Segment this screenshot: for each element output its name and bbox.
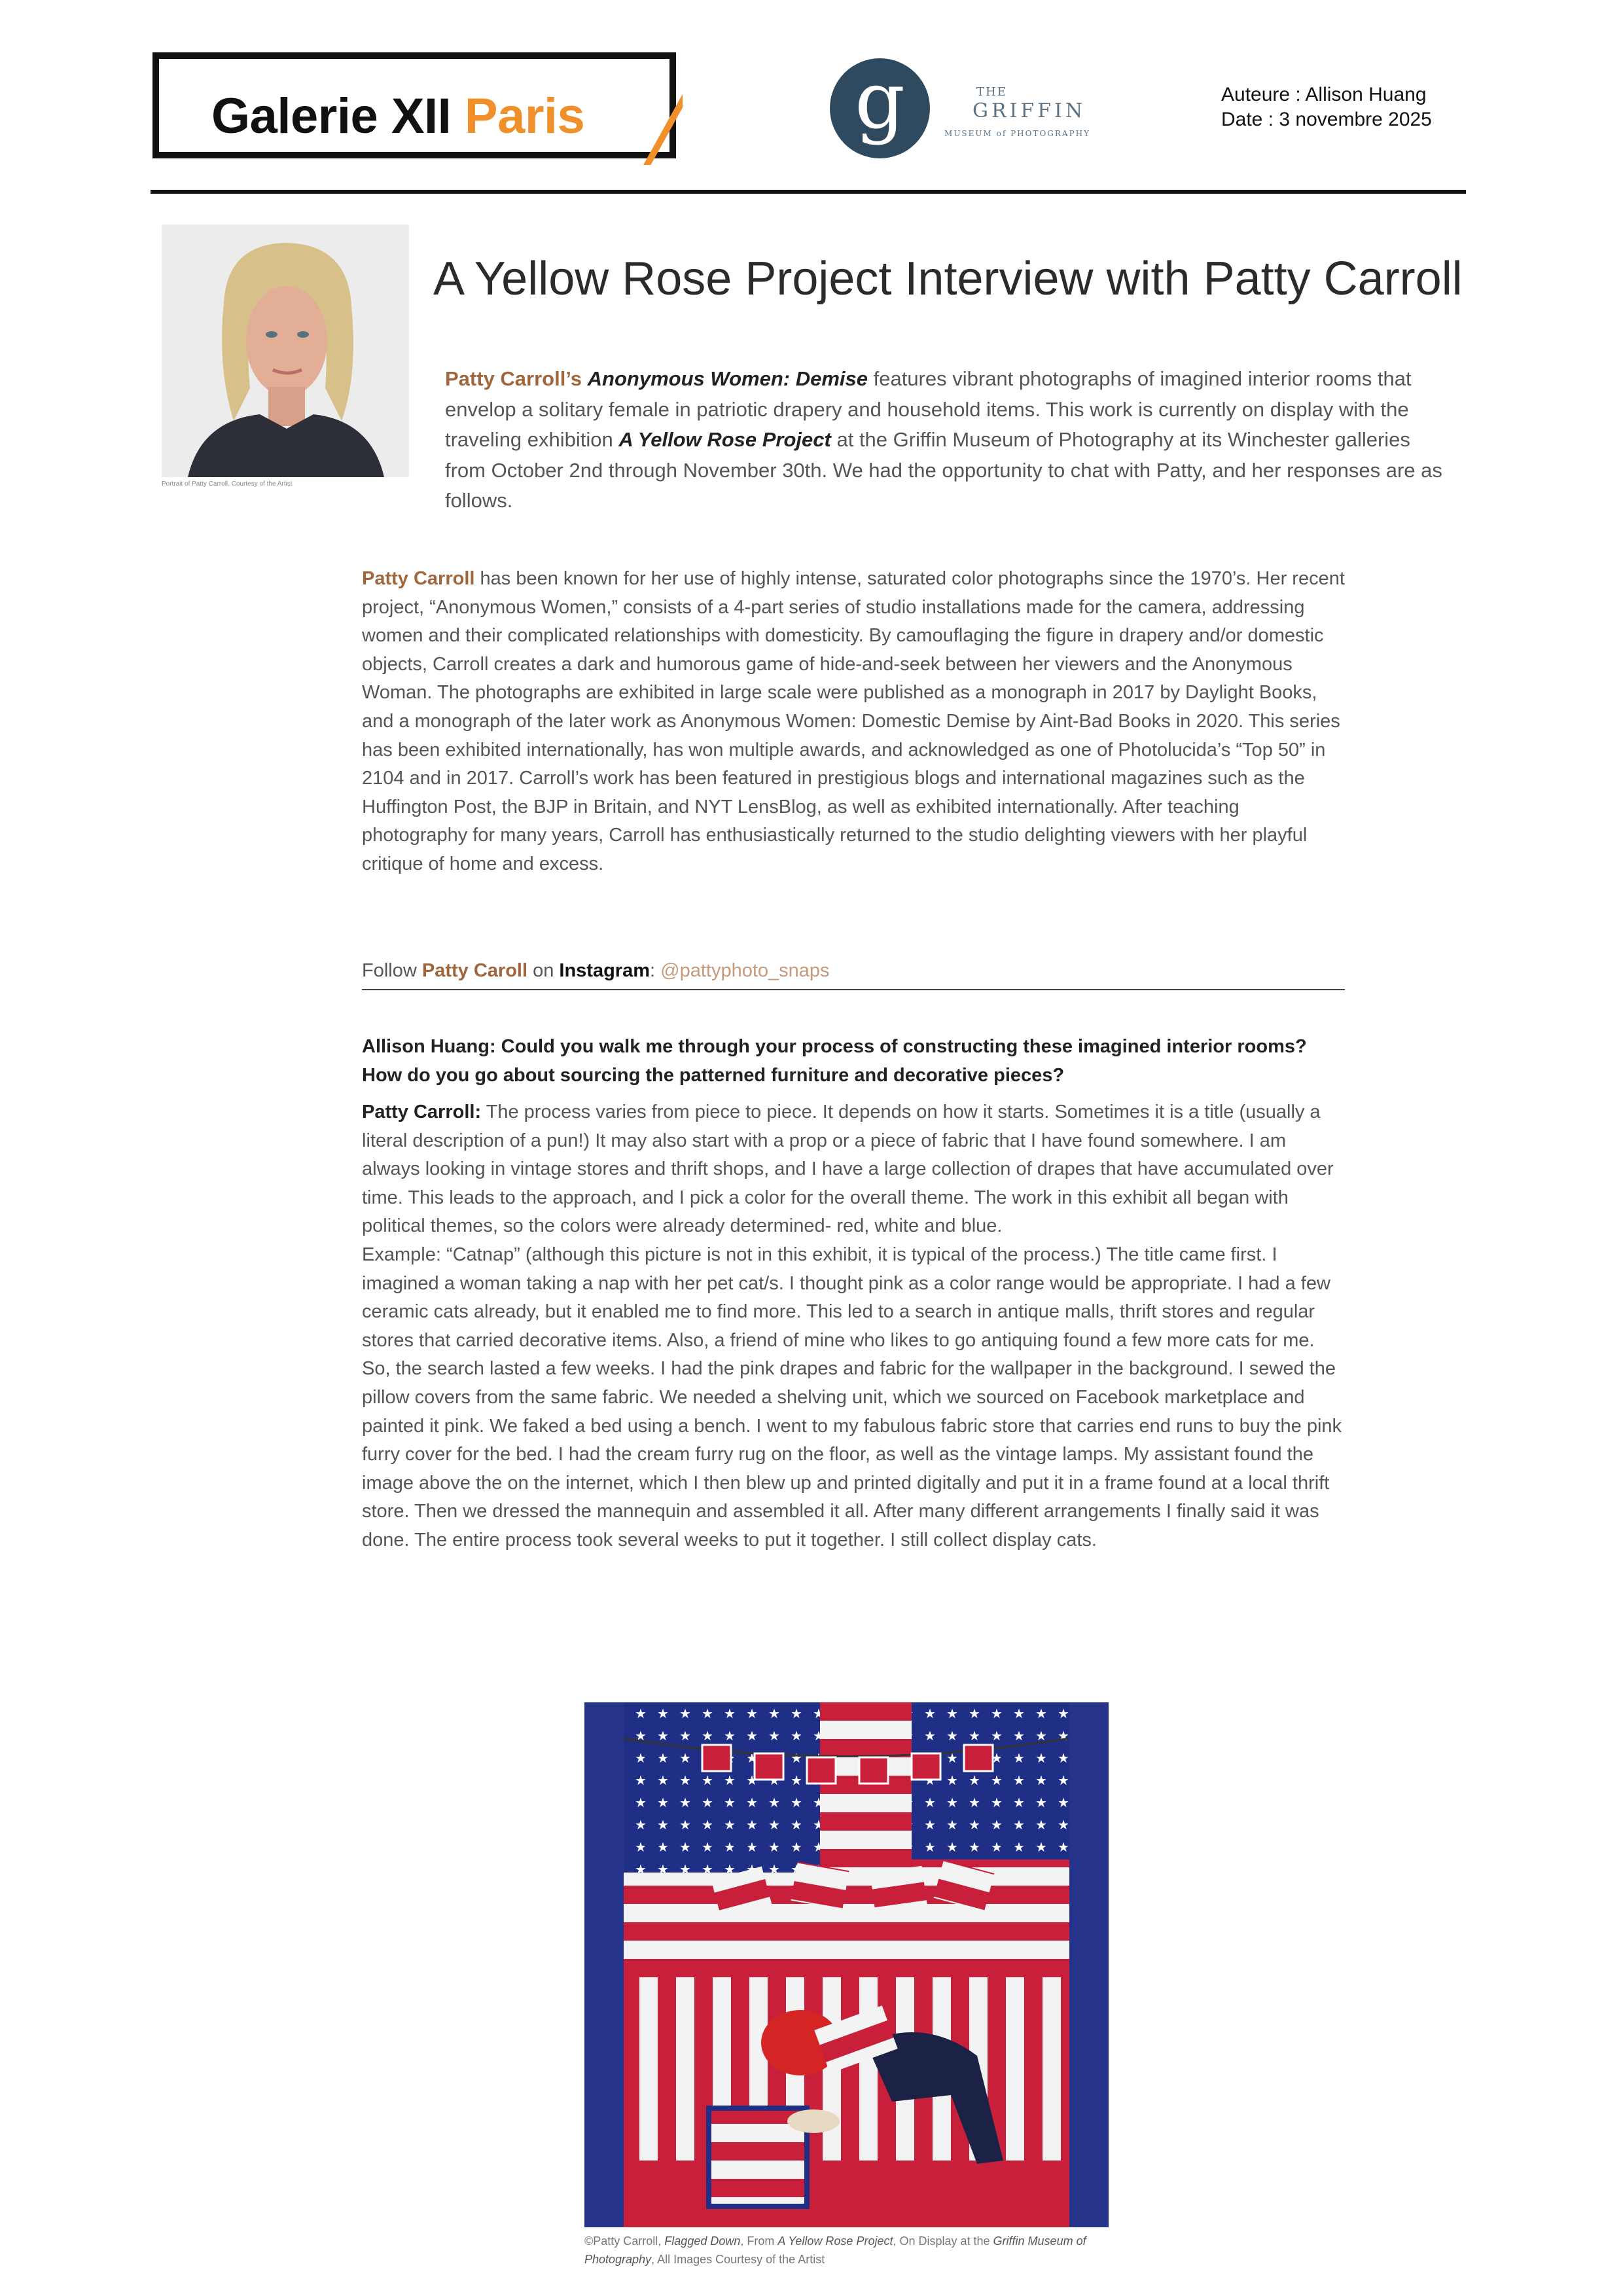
artwork-flagged-down-image [584, 1702, 1109, 2227]
bio-paragraph [362, 565, 1347, 879]
follow-platform: Instagram [559, 960, 651, 981]
interview-question: Allison Huang: Could you walk me through your process of constructing these imagined interior rooms? How do you go about sourcing the patterned furniture and decorative pieces? [362, 1036, 1307, 1086]
instagram-handle-link[interactable]: @pattyphoto_snaps [660, 960, 830, 981]
caption-work-title: Flagged Down [664, 2234, 741, 2248]
interview-answer [362, 1098, 1347, 1555]
section-divider [362, 989, 1345, 990]
article-title: A Yellow Rose Project Interview with Patty Carroll [433, 253, 1463, 306]
answer-text-1: The process varies from piece to piece. It depends on how it starts. Sometimes it is a title (usually a literal description of a pun!) It may also start with a prop or a piece of fabric that I have found somewhere. I am always looking in vintage stores and thrift shops, and I have a large collection of drapes that have accumulated over time. This leads to the approach, and I pick a color for the overall theme. The work in this exhibit all began with political themes, so the colors were already determined- red, white and blue. [362, 1102, 1334, 1237]
intro-text-1: features vibrant photographs of imagined interior rooms that envelop a solitary female in patriotic drapery and household items. This work is currently on display with the traveling exhibition [445, 367, 1412, 451]
follow-colon: : [650, 960, 661, 981]
bio-artist-name: Patty Carroll [362, 568, 475, 589]
date-line: Date : 3 novembre 2025 [1221, 109, 1432, 130]
brand-name [211, 88, 584, 145]
brand-name-main: Galerie XII [211, 88, 465, 144]
brand-logo-box [152, 52, 676, 158]
follow-artist-name: Patty Caroll [421, 960, 528, 981]
caption-from: , From [740, 2234, 778, 2248]
griffin-logo-letter: g [855, 56, 905, 147]
brand-name-accent: Paris [464, 88, 585, 144]
intro-text-2: at the Griffin Museum of Photography at its Winchester galleries from October 2nd through November 30th. We had the opportunity to chat with Patty, and her responses are as follows. [445, 428, 1442, 512]
answer-paragraph-2: Example: “Catnap” (although this picture is not in this exhibit, it is typical of the process.) The title came first. I imagined a woman taking a nap with her pet cat/s. I thought pink as a color range would be appropriate. I had a few ceramic cats already, but it enabled me to find more. This led to a search in antique malls, thrift stores and regular stores that carried decorative items. Also, a friend of mine who likes to go antiquing found a few more cats for me. So, the search lasted a few weeks. I had the pink drapes and fabric for the wallpaper in the background. I sewed the pillow covers from the same fabric. We needed a shelving unit, which we sourced on Facebook marketplace and painted it pink. We faked a bed using a bench. I went to my fabulous fabric store that carries end runs to buy the pink furry cover for the bed. I had the cream furry rug on the floor, as well as the vintage lamps. My assistant found the image above the on the internet, which I then blew up and printed digitally and put it in a frame found at a local thrift store. Then we dressed the mannequin and assembled it all. After many different arrangements I finally said it was done. The entire process took several weeks to put it together. I still collect display cats. [362, 1244, 1342, 1551]
article-meta [1221, 82, 1432, 132]
portrait-caption: Portrait of Patty Carroll. Courtesy of the Artist [162, 480, 293, 488]
intro-series-title: Anonymous Women: Demise [587, 367, 868, 390]
portrait-photo [162, 224, 409, 477]
griffin-logo-icon [830, 58, 930, 158]
header-divider [151, 190, 1466, 194]
caption-credit: ©Patty Carroll, [584, 2234, 665, 2248]
follow-prefix: Follow [362, 960, 422, 981]
follow-line [362, 957, 1347, 986]
answer-speaker: Patty Carroll: [362, 1102, 482, 1122]
intro-paragraph [445, 364, 1453, 516]
intro-exhibit-title: A Yellow Rose Project [618, 428, 831, 451]
author-line: Auteure : Allison Huang [1221, 84, 1427, 105]
caption-museum: Griffin Museum of Photography [584, 2234, 1086, 2266]
griffin-logo-name: GRIFFIN [972, 99, 1086, 122]
griffin-logo-the: THE [976, 85, 1007, 99]
bio-text: has been known for her use of highly intense, saturated color photographs since the 1970’s. Her recent project, “Anonymous Women,” consists of a 4-part series of studio installations made for the camera, addressing women and their complicated relationships with domesticity. By camouflaging the figure in drapery and/or domestic objects, Carroll creates a dark and humorous game of hide-and-seek between her viewers and the Anonymous Woman. The photographs are exhibited in large scale were published as a monograph in 2017 by Daylight Books, and a monograph of the later work as Anonymous Women: Domestic Demise by Aint-Bad Books in 2020. This series has been exhibited internationally, has won multiple awards, and acknowledged as one of Photolucida’s “Top 50” in 2104 and in 2017. Carroll’s work has been featured in prestigious blogs and international magazines such as the Huffington Post, the BJP in Britain, and NYT LensBlog, as well as exhibited internationally. After teaching photography for many years, Carroll has enthusiastically returned to the studio delighting viewers with her playful critique of home and excess. [362, 568, 1345, 874]
griffin-logo-subtitle: MUSEUM of PHOTOGRAPHY [944, 129, 1091, 138]
answer-paragraph-1 [362, 1098, 1347, 1241]
caption-courtesy: , All Images Courtesy of the Artist [651, 2253, 825, 2266]
artwork-caption [584, 2232, 1147, 2269]
caption-project: A Yellow Rose Project [777, 2234, 893, 2248]
follow-on: on [527, 960, 560, 981]
intro-artist-name: Patty Carroll’s [445, 367, 582, 390]
caption-display: , On Display at the [893, 2234, 993, 2248]
